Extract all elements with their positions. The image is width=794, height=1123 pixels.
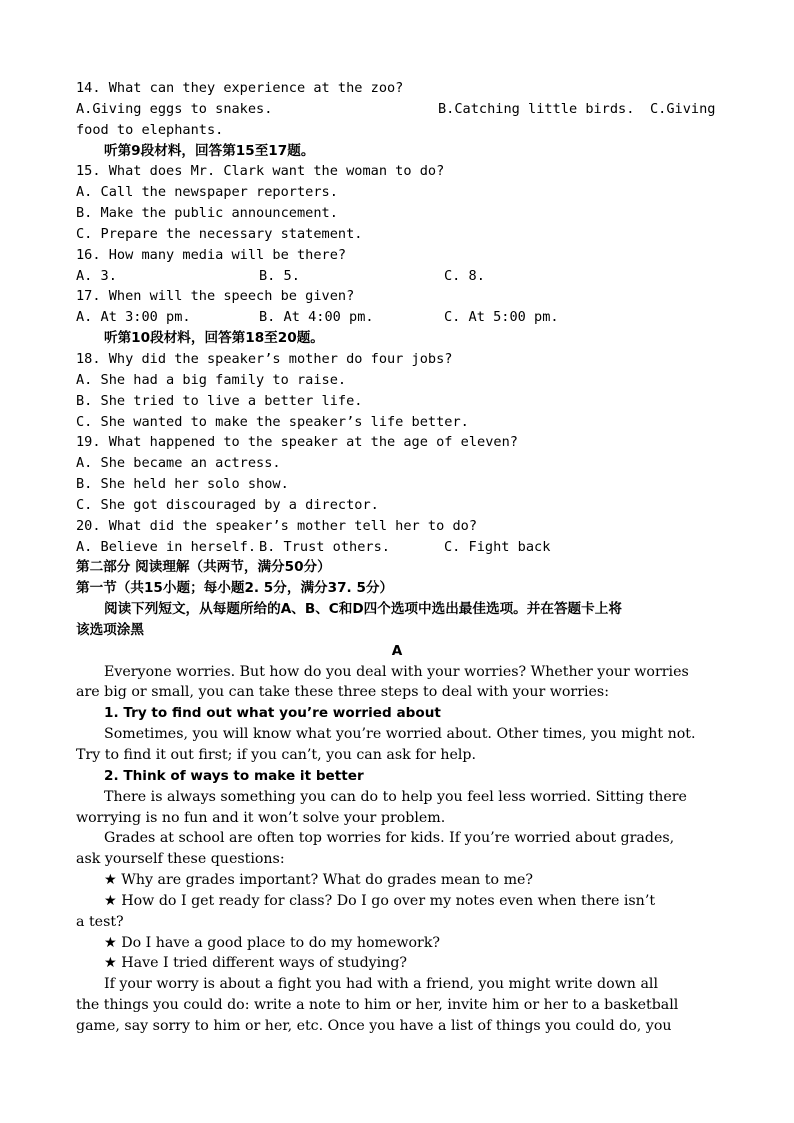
q16-question: 16. How many media will be there? <box>76 246 347 263</box>
q20-options <box>76 537 718 558</box>
q20-option-b: B. Trust others. <box>259 538 390 555</box>
q19-option-a: A. She became an actress. <box>76 455 281 472</box>
star-icon: ★ <box>104 955 117 972</box>
bullet-item-1 <box>76 870 718 891</box>
q16-option-a: A. 3. <box>76 267 117 284</box>
bullet-text: Have I tried different ways of studying? <box>121 955 408 972</box>
q17-option-b: B. At 4:00 pm. <box>259 309 374 326</box>
section-9-heading: 听第9段材料，回答第15至17题。 <box>104 142 315 159</box>
passage-paragraph-2-line-2: Try to find it out first; if you can’t, you can ask for help. <box>76 747 476 763</box>
passage-paragraph-1-line-1: Everyone worries. But how do you deal with your worries? Whether your worries <box>104 663 689 680</box>
q19-question: 19. What happened to the speaker at the age of eleven? <box>76 434 518 451</box>
passage-paragraph-5-line-2: the things you could do: write a note to him or her, invite him or her to a basketball <box>76 997 679 1014</box>
passage-paragraph-1-line-2: are big or small, you can take these three steps to deal with your worries: <box>76 684 609 701</box>
q18-question: 18. Why did the speaker’s mother do four jobs? <box>76 350 453 367</box>
q15-option-c: C. Prepare the necessary statement. <box>76 225 363 242</box>
q18-option-c: C. She wanted to make the speaker’s life better. <box>76 413 469 430</box>
exam-page <box>76 78 718 1037</box>
q14-question: 14. What can they experience at the zoo? <box>76 80 404 96</box>
q15-option-b: B. Make the public announcement. <box>76 205 338 222</box>
bullet-item-3 <box>76 933 718 954</box>
q14-option-b: B.Catching little birds. <box>438 100 635 117</box>
part-2-section-1: 第一节（共15小题；每小题2. 5分，满分37. 5分） <box>76 580 394 597</box>
q15-question: 15. What does Mr. Clark want the woman to do? <box>76 163 445 180</box>
instructions-line-1: 阅读下列短文，从每题所给的A、B、C和D四个选项中选出最佳选项。并在答题卡上将 <box>104 601 622 618</box>
q17-question: 17. When will the speech be given? <box>76 288 355 305</box>
q16-options <box>76 266 718 287</box>
bullet-text: How do I get ready for class? Do I go over my notes even when there isn’t <box>121 892 656 909</box>
passage-paragraph-3-line-1: There is always something you can do to help you feel less worried. Sitting there <box>104 788 687 805</box>
bullet-text: Do I have a good place to do my homework? <box>121 934 441 951</box>
bullet-text: Why are grades important? What do grades mean to me? <box>121 872 534 889</box>
q16-option-b: B. 5. <box>259 267 300 284</box>
passage-paragraph-5-line-3: game, say sorry to him or her, etc. Once you have a list of things you could do, you <box>76 1017 672 1034</box>
q17-option-a: A. At 3:00 pm. <box>76 309 191 326</box>
passage-heading-2: 2. Think of ways to make it better <box>104 767 364 784</box>
q18-option-b: B. She tried to live a better life. <box>76 392 363 409</box>
bullet-item-4 <box>76 953 718 974</box>
q20-option-a: A. Believe in herself. <box>76 538 257 555</box>
bullet-item-2-cont: a test? <box>76 913 124 930</box>
q20-option-c: C. Fight back <box>444 538 551 555</box>
q16-option-c: C. 8. <box>444 267 485 284</box>
passage-paragraph-2-line-1: Sometimes, you will know what you’re worried about. Other times, you might not. <box>104 726 696 743</box>
passage-paragraph-5-line-1: If your worry is about a fight you had with a friend, you might write down all <box>104 976 658 993</box>
q19-option-b: B. She held her solo show. <box>76 476 289 493</box>
passage-paragraph-4-line-2: ask yourself these questions: <box>76 851 285 868</box>
section-10-heading: 听第10段材料，回答第18至20题。 <box>104 330 324 347</box>
passage-paragraph-3-line-2: worrying is no fun and it won’t solve your problem. <box>76 809 446 826</box>
instructions-line-2: 该选项涂黑 <box>76 621 144 638</box>
passage-heading-1: 1. Try to find out what you’re worried about <box>104 705 441 722</box>
q14-option-c-cont: food to elephants. <box>76 121 224 138</box>
q20-question: 20. What did the speaker’s mother tell her to do? <box>76 517 478 534</box>
q15-option-a: A. Call the newspaper reporters. <box>76 184 338 201</box>
passage-letter: A <box>391 642 403 659</box>
q19-option-c: C. She got discouraged by a director. <box>76 496 379 513</box>
q14-option-a: A.Giving eggs to snakes. <box>76 100 273 117</box>
q17-options <box>76 307 718 328</box>
q17-option-c: C. At 5:00 pm. <box>444 309 559 326</box>
q18-option-a: A. She had a big family to raise. <box>76 371 347 388</box>
passage-paragraph-4-line-1: Grades at school are often top worries for kids. If you’re worried about grades, <box>104 830 675 847</box>
q14-option-c: C.Giving <box>650 100 716 117</box>
part-2-title: 第二部分 阅读理解（共两节，满分50分） <box>76 559 331 576</box>
star-icon: ★ <box>104 934 117 951</box>
star-icon: ★ <box>104 892 117 909</box>
q14-options <box>76 99 718 120</box>
star-icon: ★ <box>104 872 117 889</box>
bullet-item-2 <box>76 891 718 912</box>
